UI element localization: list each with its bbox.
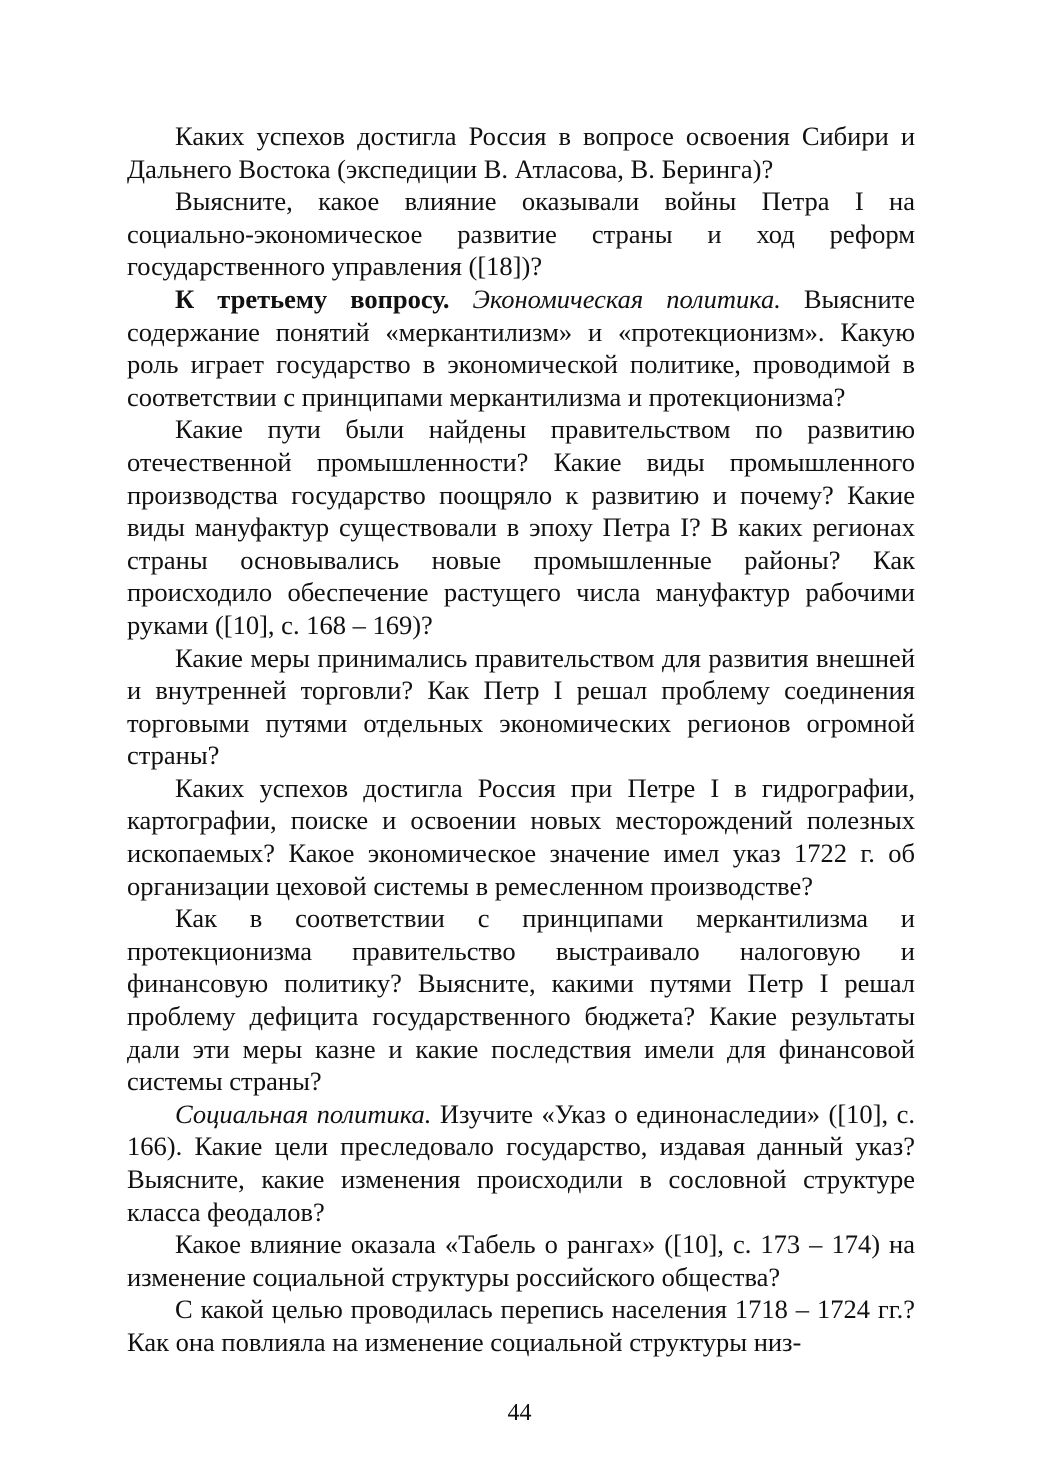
paragraph-9 <box>127 1228 915 1293</box>
paragraph-10-text: С какой целью проводилась перепись населения 1718 – 1724 гг.? Как она повлияла на изменение социальной структуры низ- <box>127 1294 915 1357</box>
paragraph-7 <box>127 902 915 1098</box>
paragraph-4 <box>127 413 915 641</box>
paragraph-5-text: Какие меры принимались правительством для развития внешней и внутренней торговли? Как Петр I решал проблему соединения торговыми путями отдельных экономических регионов огромной страны? <box>127 642 915 771</box>
subsection-title: Экономическая политика. <box>472 283 781 314</box>
paragraph-4-text: Какие пути были найдены правительством по развитию отечественной промышленности? Какие виды промышленного производства государство поощряло к развитию и почему? Какие виды мануфактур существовали в эпоху Петра I? В каких регионах страны основывались новые промышленные районы? Как происходило обеспечение растущего числа мануфактур рабочими руками ([10], с. 168 – 169)? <box>127 414 915 640</box>
paragraph-8-text: Изучите «Указ о единонаследии» ([10], с. 166). Какие цели преследовало государство, издавая данный указ? Выясните, какие изменения происходили в сословной структуре класса феодалов? <box>127 1098 915 1227</box>
paragraph-1-text: Каких успехов достигла Россия в вопросе освоения Сибири и Дальнего Востока (экспедиции В. Атласова, В. Беринга)? <box>127 121 915 184</box>
paragraph-10 <box>127 1293 915 1358</box>
paragraph-2 <box>127 185 915 283</box>
paragraph-7-text: Как в соответствии с принципами меркантилизма и протекционизма правительство выстраивало налоговую и финансовую политику? Выясните, какими путями Петр I решал проблему дефицита государственного бюджета? Какие результаты дали эти меры казне и какие последствия имели для финансовой системы страны? <box>127 903 915 1097</box>
paragraph-5 <box>127 642 915 772</box>
section-heading: К третьему вопросу. <box>175 283 450 314</box>
subsection-title: Социальная политика. <box>175 1098 432 1129</box>
paragraph-6-text: Каких успехов достигла Россия при Петре I в гидрографии, картографии, поиске и освоении новых месторождений полезных ископаемых? Какое экономическое значение имел указ 1722 г. об организации цеховой системы в ремесленном производстве? <box>127 772 915 901</box>
paragraph-6 <box>127 772 915 902</box>
paragraph-9-text: Какое влияние оказала «Табель о рангах» ([10], с. 173 – 174) на изменение социальной структуры российского общества? <box>127 1229 915 1292</box>
page-body <box>127 120 915 1359</box>
paragraph-3 <box>127 283 915 413</box>
paragraph-3-text: Выясните содержание понятий «меркантилизм» и «протекционизм». Какую роль играет государство в экономической политике, проводимой в соответствии с принципами меркантилизма и протекционизма? <box>127 283 916 412</box>
paragraph-1 <box>127 120 915 185</box>
paragraph-8 <box>127 1098 915 1228</box>
page-number: 44 <box>507 1400 532 1426</box>
paragraph-2-text: Выясните, какое влияние оказывали войны Петра I на социально-экономическое развитие страны и ход реформ государственного управления ([18])? <box>127 186 915 282</box>
